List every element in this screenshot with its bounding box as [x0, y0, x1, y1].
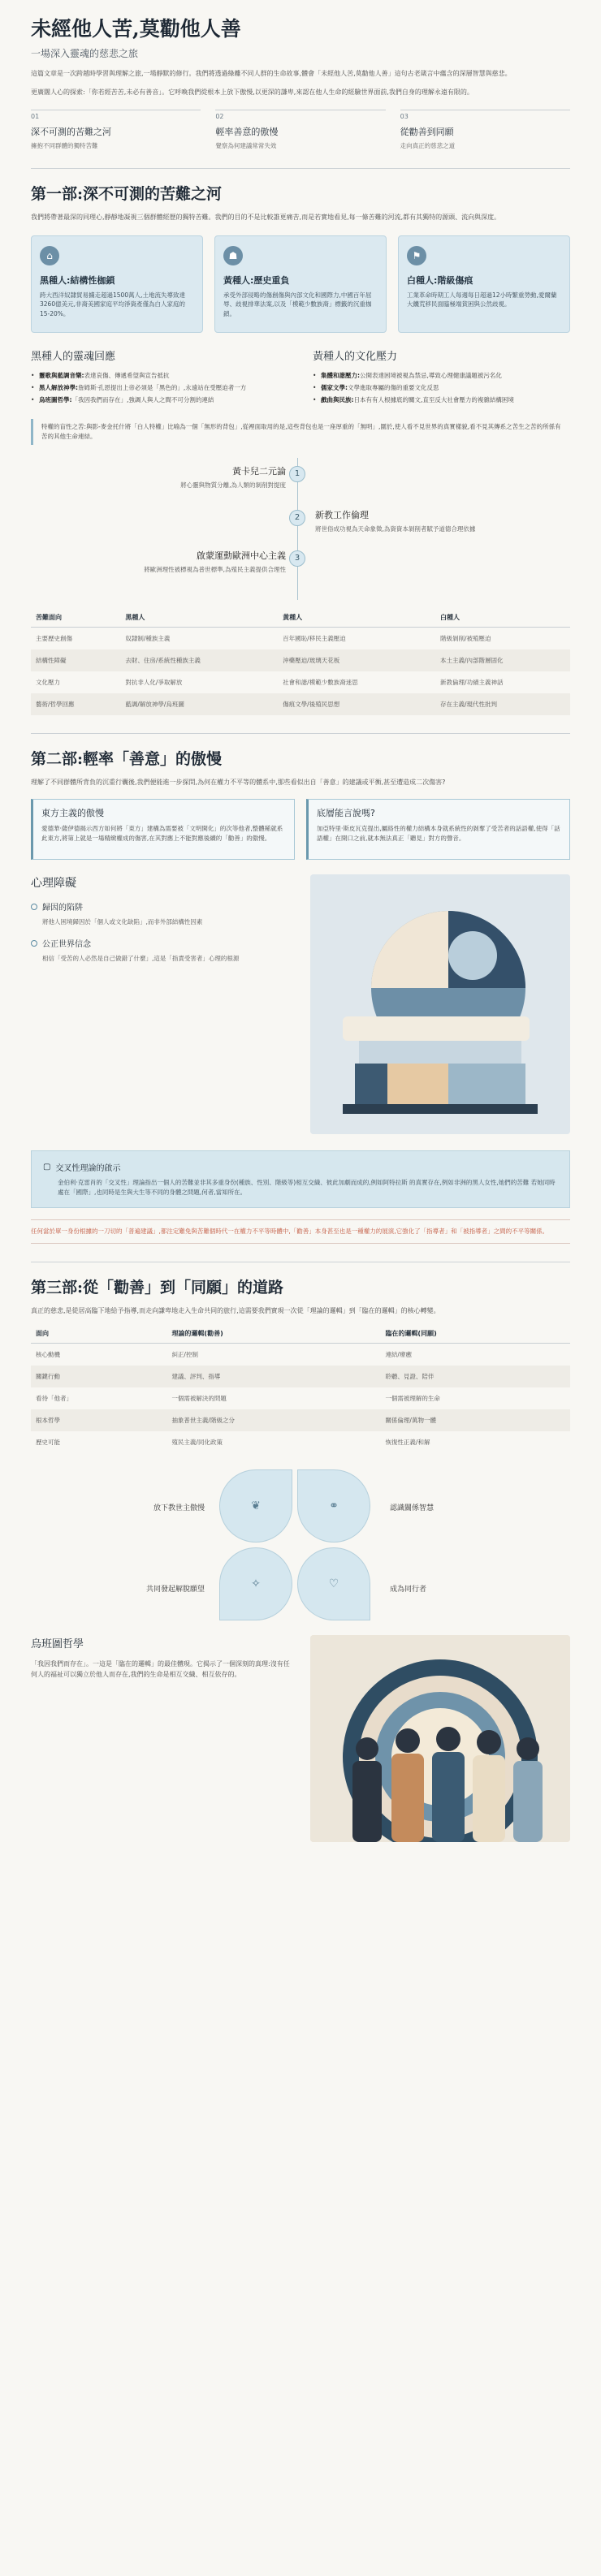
overview-number: 02 — [215, 112, 224, 120]
table-header-row: 苦難面向 黑種人 黃種人 白種人 — [31, 608, 570, 628]
card-white — [398, 235, 570, 333]
timeline-item-1: 黃卡兒二元論 將心靈與物質分離,為人類的剝削對提度 — [180, 465, 286, 489]
circle-icon — [31, 904, 37, 910]
table-row: 結構性障礙 去財、住房/系統性種族主義 沖藥壓迫/玻璃天花板 本土主義/內部階層固化 — [31, 649, 570, 671]
list-item: • 儒家文學:文學進取專屬的傷的重要文化反思 — [313, 383, 570, 393]
chat-icon: ▢ — [43, 1163, 51, 1171]
logic-table — [31, 1324, 570, 1453]
page-subtitle: 一場深入靈魂的慈悲之旅 — [31, 48, 139, 60]
card-desc: 承受外部侵略的傷創傷與內部文化和國際力,中國百年屈辱、歧視排華法案,以及「模範少數族裔」標籤的沉重枷鎖。 — [223, 291, 372, 318]
psych-section — [31, 874, 570, 1134]
list-item: • 黑人解放神學:詹姆斯·孔恩提出上帝必須是「黑色的」,永遠站在受壓迫者一方 — [31, 383, 288, 393]
timeline-number: 2 — [289, 510, 305, 526]
list-item: • 靈歌與藍調音樂:表達哀傷、傳遞希望與宣告抵抗 — [31, 371, 288, 381]
bullet-list — [313, 371, 570, 405]
bullet-list — [31, 371, 288, 405]
table-row: 藝術/哲學回應 藍調/解放神學/烏班圖 傷痕文學/後殖民思想 存在主義/現代性批判 — [31, 693, 570, 715]
timeline — [31, 458, 570, 600]
table-row: 根本哲學 抽象普世主義/階級之分 關係倫理/萬物一體 — [31, 1409, 570, 1431]
overview-item-2 — [215, 110, 385, 150]
card-title: 黑種人:結構性枷鎖 — [40, 274, 115, 286]
black-response — [31, 347, 288, 408]
abstract-illustration — [310, 874, 570, 1134]
ubuntu-desc: 「我因我們而存在」。一這是「臨在的邏輯」的最佳體現。它揭示了一個深刻的真理:沒有任何人的福祉可以獨立於他人而存在,我們的生命是相互交織、相互依存的。 — [31, 1660, 290, 1679]
overview-title: 深不可測的苦難之河 — [31, 126, 111, 137]
overview-desc: 走向真正的慈悲之道 — [400, 141, 456, 149]
timeline-number: 3 — [289, 550, 305, 567]
psych-item: 公正世界信念 相信「受苦的人必然是自己做錯了什麼」,這是「指責受害者」心理的根源 — [31, 937, 291, 964]
card-title: 黃種人:歷史重負 — [223, 274, 290, 286]
factory-icon: ⚑ — [407, 246, 426, 265]
overview-item-1 — [31, 110, 201, 150]
overview-desc: 擁抱不同群體的獨特苦難 — [31, 141, 98, 149]
part1-heading: 第一部:深不可測的苦難之河 — [31, 184, 223, 203]
suffering-cards — [31, 235, 570, 333]
timeline-number: 1 — [289, 466, 305, 482]
petal-label-bl: 共同發起解脫願望 — [145, 1586, 205, 1594]
subaltern-box: 底層能言說嗎? 加亞特里·斯皮瓦克提出,屬絡性的權力結構本身就系統性的剝奪了受苦者的話語權,使得「話語權」在開口之前,就本無法真正「聽見」對方的聲音。 — [306, 799, 570, 860]
overview-item-3 — [400, 110, 570, 150]
privilege-callout: 特權的盲性之苦:與影-麥金托什將「白人特權」比喻為一個「無形的背包」,從裡面取用的是,這些背包也是一座厚重的「無明」,圍於,使人看不見世界的真實樣貌,看不見其傳系之苦生之苦的所係有苦的其他生命連結。 — [31, 419, 570, 445]
part3-intro: 真正的慈悲,是從居高臨下地給予指導,而走向謙卑地走入生命共同的旅行,這需要我們實現一次從「理論的邏輯」到「臨在的邏輯」的核心轉變。 — [31, 1307, 440, 1314]
part2-heading: 第二部:輕率「善意」的傲慢 — [31, 749, 223, 768]
spark-icon: ✧ — [219, 1547, 292, 1620]
community-illustration — [310, 1635, 570, 1842]
divider — [31, 168, 570, 169]
intersectionality-insight: ▢ 交叉性理論的啟示 金伯利·克雷肖的「交叉性」理論指出一個人的苦難並非其多重身份(種族、性別、階級等)相互交織、彼此加劇而成的,例如阿特拉斯 的真實存在,例如非洲的黑人女性,她們的苦難 若她同時處在「國際」,也同時是生與大生等不同的身體之問題,何者,當知所在。 — [31, 1150, 570, 1208]
table-header-row: 面向 理論的邏輯(勸善) 臨在的邏輯(同願) — [31, 1324, 570, 1344]
orientalism-box: 東方主義的傲慢 愛德華·薩伊德揭示西方如何將「東方」建構為需要被「文明開化」的次等他者,整體稀就系此東方,將第上就是一場精緻權成的傷害,在其對應上不能對應後續的「勸善」的傲慢。 — [31, 799, 295, 860]
comparison-table — [31, 608, 570, 715]
timeline-item-3: 啟蒙運動歐洲中心主義 將歐洲理性被標視為普世標準,為殖民主義提供合理性 — [144, 550, 286, 573]
table-row: 主要歷史創傷 奴隸制/種族主義 百年國恥/移民主義壓迫 階級剝削/被殖壓迫 — [36, 634, 491, 642]
divider — [31, 733, 570, 734]
part2-intro: 理解了不同群體所背負的沉重行囊後,我們便能進一步探問,為何在權力不平等的體系中,那些看似出自「善意」的建議或平衡,甚至遭造成二次傷害? — [31, 778, 446, 786]
ubuntu-section — [31, 1635, 570, 1842]
table-row: 文化壓力 對抗非人化/爭取解放 社會和諧/模範少數族裔迷思 新教倫理/功績主義神話 — [36, 678, 504, 686]
petal-label-br: 成為同行者 — [390, 1586, 427, 1594]
card-desc: 跨大西洋奴隸貿易擄走超過1500萬人,土地流失導致達3260億美元,非裔美國家庭平均淨資產僅為白人家庭的15-20%。 — [40, 291, 185, 318]
overview-columns — [31, 110, 570, 150]
list-item: • 烏班圖哲學:「我因我們而存在」,強調人與人之間不可分割的連結 — [31, 395, 288, 405]
petal-label-tl: 放下教世主傲慢 — [153, 1504, 205, 1513]
card-black — [31, 235, 203, 333]
psych-item: 歸因的陷阱 將他人困境歸因於「個人或文化缺陷」,而非外部結構性因素 — [31, 900, 291, 927]
yellow-response — [313, 347, 570, 408]
list-item: • 集體和諧壓力:公開表達困境被視為禁忌,導致心理健康議題被污名化 — [313, 371, 570, 381]
ubuntu-heading: 烏班圖哲學 — [31, 1638, 84, 1651]
intro-paragraph-2: 更廣闊人心的探索:「你若經苦苦,未必有善音」。它呼喚我們從根本上放下傲慢,以更深的謙卑,來認在他人生命的經驗世界面前,我們自身的理解永遠有限的。 — [31, 88, 473, 97]
sprout-icon: ❦ — [219, 1469, 292, 1543]
circle-icon — [31, 940, 37, 947]
heart-hands-icon: ♡ — [297, 1547, 370, 1620]
card-yellow — [214, 235, 387, 333]
table-row: 關鍵行動 建議、評判、指導 聆聽、見證、陪伴 — [31, 1366, 570, 1387]
section-heading: 黃種人的文化壓力 — [313, 350, 398, 363]
list-item: • 戲曲與民族:日本有有人根據底的關文,直至反大社會壓力的複雜結構困境 — [313, 395, 570, 405]
overview-desc: 覺察為何建議常常失效 — [215, 141, 277, 149]
table-row: 歷史可能 殖民主義/同化政策 恢復性正義/和解 — [36, 1439, 430, 1447]
handshake-icon: ⚭ — [297, 1469, 370, 1543]
warning-note: 任何當於單一身份根據的一刀切的「普遍建議」,都注定難免與苦難個時代一在權力不平等時體中,「勸善」本身甚至也是一種權力的展演,它強化了「指導者」和「被指導者」之間的不平等關係。 — [31, 1219, 570, 1244]
theory-boxes — [31, 799, 570, 860]
overview-title: 輕率善意的傲慢 — [215, 126, 279, 137]
table-row: 核心動機 糾正/控制 連結/療癒 — [36, 1351, 412, 1359]
overview-number: 01 — [31, 112, 40, 120]
page-title: 未經他人苦,莫勸他人善 — [31, 17, 241, 41]
petal-label-tr: 認識關係智慧 — [390, 1504, 435, 1513]
section-heading: 黑種人的靈魂回應 — [31, 350, 116, 363]
response-columns — [31, 347, 570, 408]
card-desc: 工業革命時期工人每週每日超過12小時繁重勞動,愛爾蘭大饑荒移民面臨極端貧困與公然歧視。 — [407, 291, 557, 309]
overview-title: 從勸善到同願 — [400, 126, 454, 137]
card-title: 白種人:階級傷痕 — [407, 274, 473, 286]
four-petal-diagram — [31, 1469, 570, 1624]
table-row: 看待「他者」 一個需被解決的問題 一個需被理解的生命 — [36, 1395, 440, 1403]
part1-intro: 我們將帶著最深的同理心,靜靜地凝視三個群體經歷的獨特苦難。我們的目的不是比較誰更痛苦,而是若實地看見,每一條苦難的河流,都有其獨特的源頭、流向與深度。 — [31, 213, 501, 221]
temple-icon: ☗ — [223, 246, 243, 265]
timeline-item-2: 新教工作倫理 將世俗成功視為天命象徵,為資資本剝削者賦予道德合理依據 — [315, 509, 476, 533]
home-icon: ⌂ — [40, 246, 59, 265]
part3-heading: 第三部:從「勸善」到「同願」的道路 — [31, 1279, 284, 1297]
psych-heading: 心理障礙 — [31, 877, 76, 890]
overview-number: 03 — [400, 112, 409, 120]
intro-paragraph-1: 這篇文章是一次跨越時學習與理解之旅,一場靜默的修行。我們將透過綠離不同人群的生命故事,體會「未經他人苦,莫勸他人善」這句古老箴言中蘊含的深層智慧與慈悲。 — [31, 70, 512, 78]
